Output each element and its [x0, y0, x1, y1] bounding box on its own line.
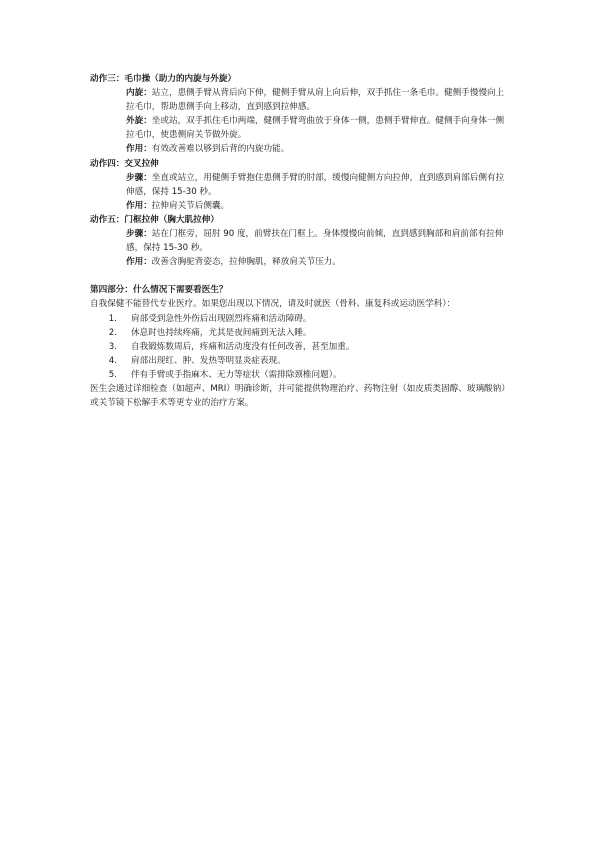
exercise-4-steps: [126, 171, 510, 199]
list-item: [90, 312, 510, 326]
list-item: [90, 368, 510, 382]
list-item-number: 5.: [108, 369, 117, 380]
list-item: [90, 354, 510, 368]
internal-rotation-text: 站立，患侧手臂从背后向下伸，健侧手臂从肩上向后伸，双手抓住一条毛巾。健侧手慢慢向上拉毛巾，帮助患侧手向上移动，直到感到拉伸感。: [126, 88, 505, 113]
part-4-intro: 自我保健不能替代专业医疗。如果您出现以下情况，请及时就医（骨科、康复科或运动医学科）：: [90, 299, 456, 310]
effect-label: 作用：: [126, 144, 152, 155]
exercise-3-effect: [126, 142, 510, 156]
internal-rotation-label: 内旋：: [126, 88, 152, 99]
effect-text: 有效改善难以够到后背的内旋功能。: [151, 144, 290, 155]
list-item-text: 伴有手臂或手指麻木、无力等症状（需排除颈椎问题）。: [131, 369, 342, 380]
list-item-number: 3.: [108, 341, 117, 352]
effect-label: 作用：: [126, 200, 152, 211]
section-spacer: [90, 269, 510, 283]
document-content: [90, 72, 510, 410]
exercise-4-heading: 动作四：交叉拉伸: [90, 158, 159, 169]
list-item: [90, 340, 510, 354]
effect-label: 作用：: [126, 257, 152, 268]
external-rotation-text: 坐或站，双手抓住毛巾两端，健侧手臂弯曲放于身体一侧，患侧手臂伸直。健侧手向身体一侧拉毛巾，使患侧肩关节做外旋。: [126, 116, 505, 141]
effect-text: 改善含胸驼背姿态，拉伸胸肌，释放肩关节压力。: [151, 257, 341, 268]
steps-label: 步骤：: [126, 229, 152, 240]
warning-signs-list: [90, 312, 510, 382]
exercise-5-heading: 动作五：门框拉伸（胸大肌拉伸）: [90, 214, 219, 225]
list-item-number: 4.: [108, 355, 117, 366]
list-item-text: 肩部受到急性外伤后出现剧烈疼痛和活动障碍。: [131, 313, 312, 324]
steps-label: 步骤：: [126, 172, 152, 183]
list-item-text: 自我锻炼数周后，疼痛和活动度没有任何改善，甚至加重。: [131, 341, 355, 352]
exercise-5-steps: [126, 227, 510, 255]
part-4-closing: 医生会通过详细检查（如超声、MRI）明确诊断，并可能提供物理治疗、药物注射（如皮质类固醇、玻璃酸钠）或关节镜下松解手术等更专业的治疗方案。: [90, 383, 510, 409]
exercise-4-effect: [126, 199, 510, 213]
steps-text: 站在门框旁，屈肘 90 度，前臂扶在门框上。身体慢慢向前倾，直到感到胸部和肩前部有拉伸感，保持 15-30 秒。: [126, 229, 504, 254]
part-4-heading: 第四部分：什么情况下需要看医生？: [90, 285, 228, 296]
exercise-3-internal-rotation: [126, 86, 510, 114]
list-item: [90, 326, 510, 340]
list-item-number: 1.: [108, 313, 117, 324]
exercise-3-heading: 动作三：毛巾操（助力的内旋与外旋）: [90, 74, 237, 84]
list-item-number: 2.: [108, 327, 117, 338]
list-item-text: 肩部出现红、肿、发热等明显炎症表现。: [131, 355, 286, 366]
exercise-5-effect: [126, 255, 510, 269]
steps-text: 坐直或站立，用健侧手臂抱住患侧手臂的肘部，缓慢向健侧方向拉伸，直到感到肩部后侧有拉伸感，保持 15-30 秒。: [126, 172, 505, 197]
external-rotation-label: 外旋：: [126, 116, 152, 127]
effect-text: 拉伸肩关节后侧囊。: [151, 200, 230, 211]
list-item-text: 休息时也持续疼痛，尤其是夜间痛到无法入睡。: [131, 327, 312, 338]
exercise-3-external-rotation: [126, 114, 510, 142]
